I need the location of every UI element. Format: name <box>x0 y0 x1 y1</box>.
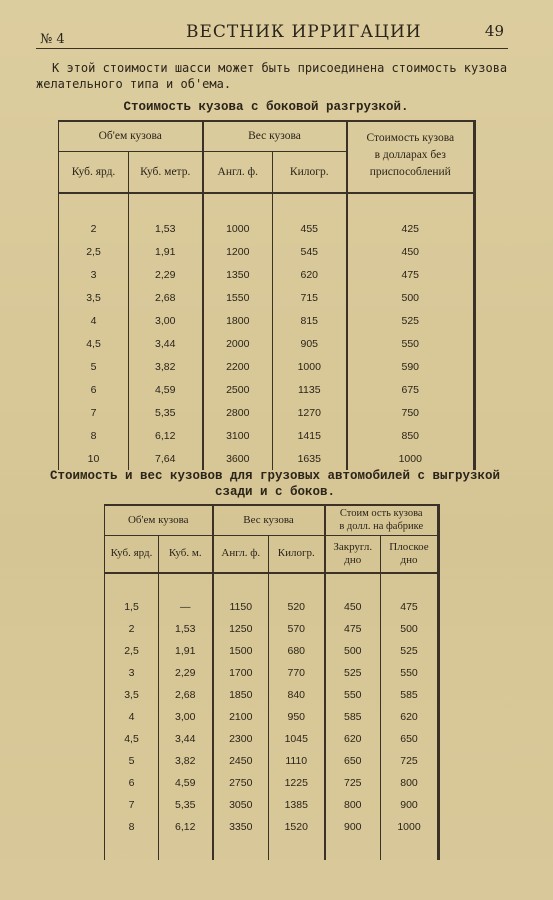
t2-kg: 1045 <box>269 728 325 750</box>
t1-cost: 450 <box>401 245 420 258</box>
table-row <box>105 684 439 706</box>
t2-lb: 1850 <box>213 684 269 706</box>
t2-cu-m: 1,53 <box>159 618 213 640</box>
t1-lb: 2000 <box>203 332 273 355</box>
t2-header-cost-line: в долл. на фабрике <box>339 521 424 533</box>
t1-header-cost-line: приспособлений <box>369 166 451 178</box>
t1-kg: 905 <box>273 332 347 355</box>
t1-lb: 1350 <box>203 263 273 286</box>
t2-rounded: 550 <box>325 684 381 706</box>
t1-cu-yd: 2 <box>59 217 129 240</box>
t1-cu-m: 5,35 <box>129 401 203 424</box>
t2-lb: 3050 <box>213 794 269 816</box>
t2-cu-yd: 6 <box>105 772 159 794</box>
t1-kg: 455 <box>273 217 347 240</box>
t2-flat: 550 <box>400 667 418 679</box>
page-number: 49 <box>484 22 504 40</box>
t1-lb: 1200 <box>203 240 273 263</box>
t1-cu-m: 4,59 <box>129 378 203 401</box>
t1-kg: 545 <box>273 240 347 263</box>
table-row <box>105 772 439 794</box>
t1-cu-yd: 3,5 <box>59 286 129 309</box>
t1-kg: 1635 <box>273 447 347 470</box>
t2-header-lb: Англ. ф. <box>213 535 269 573</box>
t2-lb: 3350 <box>213 816 269 838</box>
t2-cu-m: 5,35 <box>159 794 213 816</box>
t2-lb: 2100 <box>213 706 269 728</box>
t2-rounded: 725 <box>325 772 381 794</box>
t2-header-weight: Вес кузова <box>213 505 325 535</box>
table-row <box>59 263 475 286</box>
t2-header-volume: Об'ем кузова <box>105 505 213 535</box>
t1-cu-m: 7,64 <box>129 447 203 470</box>
t1-cu-m: 3,00 <box>129 309 203 332</box>
table-row <box>105 816 439 838</box>
table-row <box>59 240 475 263</box>
t1-kg: 1000 <box>273 355 347 378</box>
t2-header-cu-yd: Куб. ярд. <box>105 535 159 573</box>
t2-rounded: 450 <box>325 596 381 618</box>
t2-flat: 650 <box>400 733 418 745</box>
table-row <box>59 447 475 470</box>
t1-cost: 475 <box>401 268 420 281</box>
t1-cost: 590 <box>401 360 420 373</box>
t2-lb: 1150 <box>213 596 269 618</box>
t2-cu-yd: 4,5 <box>105 728 159 750</box>
t2-lb: 2300 <box>213 728 269 750</box>
t2-header-flat-line: дно <box>400 553 418 566</box>
t1-cu-yd: 3 <box>59 263 129 286</box>
table-row <box>59 424 475 447</box>
issue-number: № 4 <box>40 32 65 47</box>
t2-header-rounded-line: дно <box>344 553 362 566</box>
t2-cu-yd: 2,5 <box>105 640 159 662</box>
t2-lb: 1500 <box>213 640 269 662</box>
t1-lb: 1550 <box>203 286 273 309</box>
t2-flat: 800 <box>400 777 418 789</box>
t1-lb: 2800 <box>203 401 273 424</box>
t2-header-flat-line: Плоское <box>389 540 429 553</box>
table-row <box>105 794 439 816</box>
intro-line-1: К этой стоимости шасси может быть присоединена стоимость кузова <box>52 61 508 75</box>
t2-cu-yd: 3,5 <box>105 684 159 706</box>
t1-cu-m: 6,12 <box>129 424 203 447</box>
table-row <box>59 378 475 401</box>
t1-header-cost <box>347 121 475 193</box>
t1-lb: 2200 <box>203 355 273 378</box>
t2-cu-yd: 1,5 <box>105 596 159 618</box>
t2-cu-yd: 4 <box>105 706 159 728</box>
t2-lb: 2750 <box>213 772 269 794</box>
t2-cu-m: — <box>159 596 213 618</box>
t2-kg: 1385 <box>269 794 325 816</box>
t2-kg: 570 <box>269 618 325 640</box>
table-row <box>105 662 439 684</box>
t2-kg: 1225 <box>269 772 325 794</box>
t2-flat: 525 <box>400 645 418 657</box>
table2-caption <box>30 468 520 500</box>
t2-rounded: 650 <box>325 750 381 772</box>
t1-header-kg: Килогр. <box>273 151 347 193</box>
t2-lb: 2450 <box>213 750 269 772</box>
t1-cost: 675 <box>401 383 420 396</box>
t1-lb: 1000 <box>203 217 273 240</box>
t1-cu-m: 2,29 <box>129 263 203 286</box>
t1-cu-m: 1,53 <box>129 217 203 240</box>
table2-caption-line-1: Стоимость и вес кузовов для грузовых автомобилей с выгрузкой <box>49 469 501 483</box>
t1-header-cu-m: Куб. метр. <box>129 151 203 193</box>
table1-caption: Стоимость кузова с боковой разгрузкой. <box>123 100 409 114</box>
t1-cu-yd: 4,5 <box>59 332 129 355</box>
t1-kg: 620 <box>273 263 347 286</box>
t2-kg: 1110 <box>269 750 325 772</box>
t2-flat: 1000 <box>397 821 421 833</box>
table-row <box>105 706 439 728</box>
t2-lb: 1250 <box>213 618 269 640</box>
t2-kg: 1520 <box>269 816 325 838</box>
table-row <box>105 618 439 640</box>
t1-cost: 850 <box>401 429 420 442</box>
t1-kg: 1415 <box>273 424 347 447</box>
t2-kg: 680 <box>269 640 325 662</box>
t2-flat: 900 <box>400 799 418 811</box>
t2-flat: 725 <box>400 755 418 767</box>
t2-rounded: 900 <box>325 816 381 838</box>
intro-paragraph <box>36 60 508 92</box>
t2-kg: 770 <box>269 662 325 684</box>
t2-cu-m: 3,00 <box>159 706 213 728</box>
t1-header-lb: Англ. ф. <box>203 151 273 193</box>
page-header <box>36 20 508 49</box>
t2-cu-yd: 5 <box>105 750 159 772</box>
t2-lb: 1700 <box>213 662 269 684</box>
t1-cu-m: 3,82 <box>129 355 203 378</box>
t1-kg: 1270 <box>273 401 347 424</box>
t2-cu-m: 4,59 <box>159 772 213 794</box>
t2-flat: 620 <box>400 711 418 723</box>
t2-header-rounded-line: Закругл. <box>333 540 373 553</box>
t1-cost: 525 <box>401 314 420 327</box>
t1-cu-yd: 7 <box>59 401 129 424</box>
t2-header-cu-m: Куб. м. <box>159 535 213 573</box>
t1-lb: 1800 <box>203 309 273 332</box>
t1-cost: 550 <box>401 337 420 350</box>
t2-rounded: 585 <box>325 706 381 728</box>
table-row <box>105 596 439 618</box>
t1-kg: 715 <box>273 286 347 309</box>
t2-cu-yd: 2 <box>105 618 159 640</box>
t1-header-volume: Об'ем кузова <box>59 121 203 151</box>
table-row <box>59 217 475 240</box>
t1-cost: 750 <box>401 406 420 419</box>
table-row <box>59 355 475 378</box>
side-dump-body-table <box>58 120 476 470</box>
table2-caption-line-2: сзади и с боков. <box>214 485 336 499</box>
t1-cost: 500 <box>401 291 420 304</box>
table-row <box>59 332 475 355</box>
t2-header-kg: Килогр. <box>269 535 325 573</box>
table-row <box>105 750 439 772</box>
t2-header-flat <box>381 535 439 573</box>
t1-cu-yd: 4 <box>59 309 129 332</box>
t2-cu-m: 1,91 <box>159 640 213 662</box>
table-row <box>59 401 475 424</box>
t1-cost: 1000 <box>398 452 422 465</box>
t2-header-cost <box>325 505 439 535</box>
t2-kg: 950 <box>269 706 325 728</box>
table-row <box>59 286 475 309</box>
table-row <box>105 728 439 750</box>
t2-kg: 840 <box>269 684 325 706</box>
t1-lb: 3100 <box>203 424 273 447</box>
t1-cu-yd: 10 <box>59 447 129 470</box>
t2-kg: 520 <box>269 596 325 618</box>
t2-flat: 475 <box>400 601 418 613</box>
table-row <box>59 309 475 332</box>
t1-header-cost-line: Стоимость кузова <box>366 132 455 144</box>
t2-cu-m: 3,82 <box>159 750 213 772</box>
t2-cu-m: 3,44 <box>159 728 213 750</box>
t2-header-cost-line: Стоим ость кузова <box>339 508 423 520</box>
t1-cu-m: 1,91 <box>129 240 203 263</box>
t2-header-rounded <box>325 535 381 573</box>
t1-header-cu-yd: Куб. ярд. <box>59 151 129 193</box>
t2-cu-m: 2,68 <box>159 684 213 706</box>
intro-line-2: желательного типа и об'ема. <box>36 77 232 91</box>
t2-rounded: 800 <box>325 794 381 816</box>
t2-rounded: 525 <box>325 662 381 684</box>
t2-flat: 585 <box>400 689 418 701</box>
t2-cu-yd: 8 <box>105 816 159 838</box>
table-row <box>105 640 439 662</box>
t2-rounded: 500 <box>325 640 381 662</box>
t1-lb: 2500 <box>203 378 273 401</box>
t1-kg: 815 <box>273 309 347 332</box>
t1-cu-yd: 2,5 <box>59 240 129 263</box>
t2-rounded: 620 <box>325 728 381 750</box>
t2-rounded: 475 <box>325 618 381 640</box>
t1-lb: 3600 <box>203 447 273 470</box>
t1-cost: 425 <box>401 222 420 235</box>
rear-side-dump-body-table <box>104 504 440 860</box>
t2-cu-yd: 7 <box>105 794 159 816</box>
t2-cu-m: 6,12 <box>159 816 213 838</box>
t1-kg: 1135 <box>273 378 347 401</box>
t1-cu-yd: 5 <box>59 355 129 378</box>
t1-header-weight: Вес кузова <box>203 121 347 151</box>
t1-cu-yd: 6 <box>59 378 129 401</box>
t1-cu-m: 2,68 <box>129 286 203 309</box>
t2-flat: 500 <box>400 623 418 635</box>
t1-cu-yd: 8 <box>59 424 129 447</box>
journal-title: ВЕСТНИК ИРРИГАЦИИ <box>186 22 422 42</box>
t1-cu-m: 3,44 <box>129 332 203 355</box>
t2-cu-m: 2,29 <box>159 662 213 684</box>
t2-cu-yd: 3 <box>105 662 159 684</box>
t1-header-cost-line: в долларах без <box>374 149 446 161</box>
